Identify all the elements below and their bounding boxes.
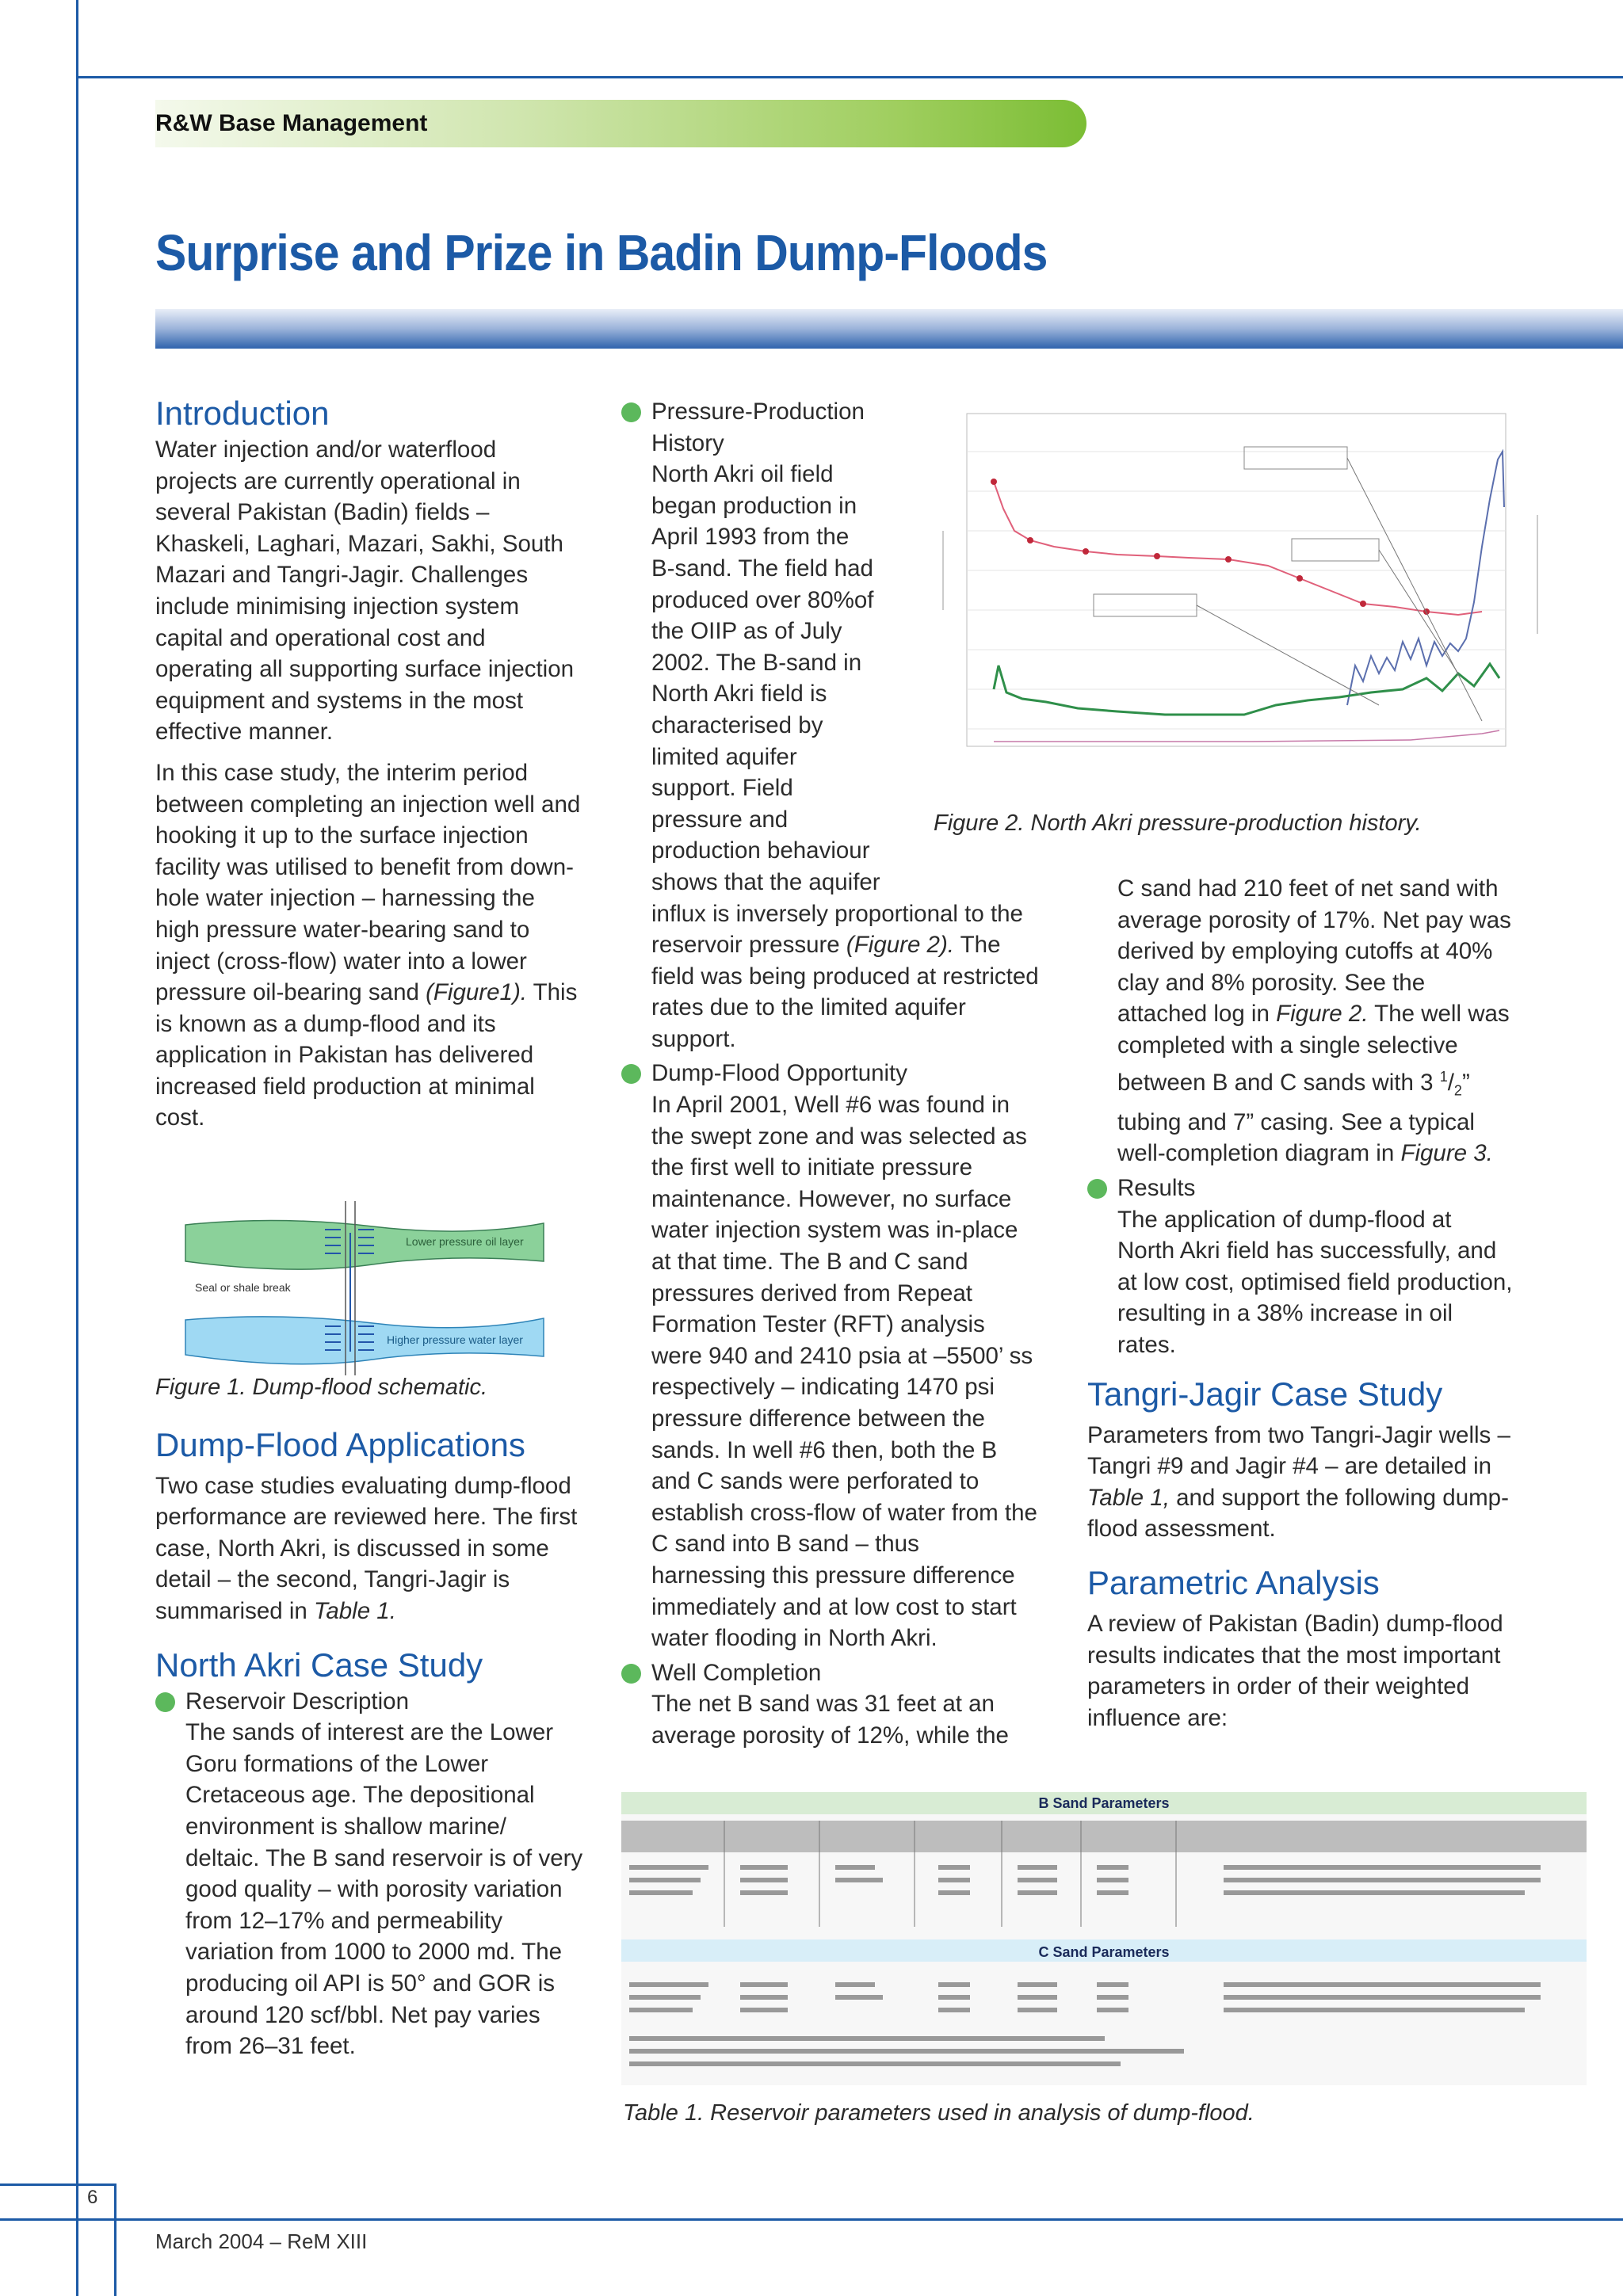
bullet-icon xyxy=(621,1664,641,1684)
figure1-lower-label: Higher pressure water layer xyxy=(387,1333,523,1346)
page-number: 6 xyxy=(87,2187,98,2208)
left-column-lower xyxy=(155,1372,583,2062)
figure1-ref: (Figure1). xyxy=(426,979,527,1006)
table1-ref: Table 1. xyxy=(314,1597,396,1624)
applications-heading: Dump-Flood Applications xyxy=(155,1425,525,1463)
opportunity-heading: Dump-Flood Opportunity xyxy=(651,1058,1040,1089)
results-heading: Results xyxy=(1117,1173,1514,1204)
applications-paragraph: Two case studies evaluating dump-flood performance are reviewed here. The first case, North Akri, is discussed in some detail – the second, Tangri-Jagir is summarised in Table 1. xyxy=(155,1472,578,1624)
figure2-ref: (Figure 2). xyxy=(846,932,954,959)
parametric-heading: Parametric Analysis xyxy=(1087,1564,1380,1601)
section-label: R&W Base Management xyxy=(155,110,428,136)
pph-rest-paragraph: influx is inversely proportional to the reservoir pressure (Figure 2). The field was being produced at restricted rates due to the limited aquifer support. xyxy=(651,900,1039,1052)
table1-caption: Table 1. Reservoir parameters used in analysis of dump-flood. xyxy=(623,2100,1254,2126)
figure1-upper-label: Lower pressure oil layer xyxy=(406,1235,524,1248)
results-paragraph: The application of dump-flood at North Akri field has successfully, and at low cost, optimised field production, resulting in a 38% increase in oil rates. xyxy=(1117,1206,1513,1359)
intro-heading: Introduction xyxy=(155,395,330,432)
right-column xyxy=(1087,873,1514,1733)
left-column xyxy=(155,393,583,1134)
title-band xyxy=(155,309,1623,349)
figure1-schematic xyxy=(182,1201,547,1375)
bullet-icon xyxy=(1087,1179,1107,1199)
tangri-paragraph: Parameters from two Tangri-Jagir wells – Tangri #9 and Jagir #4 – are detailed in Table 1, and support the following dump-flood assessment. xyxy=(1087,1421,1510,1543)
well-completion-heading: Well Completion xyxy=(651,1657,1040,1689)
well-completion-continued: C sand had 210 feet of net sand with average porosity of 17%. Net pay was derived by employing cutoffs at 40% clay and 8% porosity. See the attached log in Figure 2. The well was completed with a single selective between B and C sands with 3 $^1/_2$” tubing and 7” casing. See a typical well-completion diagram in Figure 3. xyxy=(1117,875,1511,1167)
page-title: Surprise and Prize in Badin Dump-Floods xyxy=(155,224,1048,281)
opportunity-paragraph: In April 2001, Well #6 was found in the swept zone and was selected as the first well to initiate pressure maintenance. However, no surface water injection system was in-place at that time. The B and C sand pressures derived from Repeat Formation Tester (RFT) analysis were 940 and 2410 psia at –5500’ ss respectively – indicating 1470 psi pressure difference between the sands. In well #6 then, both the B and C sands were perforated to establish cross-flow of water from the C sand into B sand – thus harnessing this pressure difference immediately and at low cost to start water flooding in North Akri. xyxy=(651,1092,1037,1652)
reservoir-heading: Reservoir Description xyxy=(185,1686,583,1718)
figure2-caption: Figure 2. North Akri pressure-production history. xyxy=(934,810,1422,836)
well-completion-paragraph: The net B sand was 31 feet at an average porosity of 12%, while the xyxy=(651,1691,1009,1749)
frame-line-inner xyxy=(114,2183,116,2296)
table1-c-title: C Sand Parameters xyxy=(1038,1944,1170,1960)
section-bar xyxy=(155,100,1086,147)
table1-b-title: B Sand Parameters xyxy=(1038,1795,1170,1811)
parametric-paragraph: A review of Pakistan (Badin) dump-flood results indicates that the most important parameters in order of their weighted influence are: xyxy=(1087,1611,1503,1731)
figure1-caption: Figure 1. Dump-flood schematic. xyxy=(155,1375,488,1400)
footer-issue: March 2004 – ReM XIII xyxy=(155,2229,368,2253)
bullet-icon xyxy=(621,402,641,422)
intro-paragraph-1: Water injection and/or waterflood projects are currently operational in several Pakistan (Badin) fields – Khaskeli, Laghari, Mazari, Sakhi, South Mazari and Tangri-Jagir. Challenges include minimising injection system capital and operational cost and operating all supporting surface injection equipment and systems in the most effective manner. xyxy=(155,437,575,746)
north-akri-heading: North Akri Case Study xyxy=(155,1646,483,1684)
table1-image xyxy=(621,1792,1587,2085)
frame-line-page-num xyxy=(0,2183,116,2186)
figure1-seal-label: Seal or shale break xyxy=(195,1281,291,1294)
tangri-heading: Tangri-Jagir Case Study xyxy=(1087,1375,1443,1413)
frame-line-bottom xyxy=(0,2218,1623,2221)
frame-line-top xyxy=(76,76,1623,78)
pph-narrow-text: North Akri oil field began production in April 1993 from the B-sand. The field had produced over 80%of the OIIP as of July 2002. The B-sand in North Akri field is characterised by limited aquifer support. Field pressure and production behaviour shows that the aquifer xyxy=(651,461,880,895)
figure2-chart xyxy=(935,404,1553,776)
bullet-icon xyxy=(621,1064,641,1084)
frame-line-left xyxy=(76,0,78,2296)
intro-paragraph-2: In this case study, the interim period between completing an injection well and hooking it up to the surface injection facility was utilised to benefit from down-hole water injection – harnessing the high pressure water-bearing sand to inject (cross-flow) water into a lower pressure oil-bearing sand (Figure1). This is known as a dump-flood and its application in Pakistan has delivered increased field production at minimal cost. xyxy=(155,759,581,1131)
bullet-icon xyxy=(155,1692,175,1712)
reservoir-paragraph: The sands of interest are the Lower Goru formations of the Lower Cretaceous age. The depositional environment is shallow marine/ deltaic. The B sand reservoir is of very good quality – with porosity variation from 12–17% and permeability variation from 1000 to 2000 md. The producing oil API is 50° and GOR is around 120 scf/bbl. Net pay varies from 26–31 feet. xyxy=(185,1719,583,2060)
pph-heading: Pressure-Production History xyxy=(651,396,1040,459)
